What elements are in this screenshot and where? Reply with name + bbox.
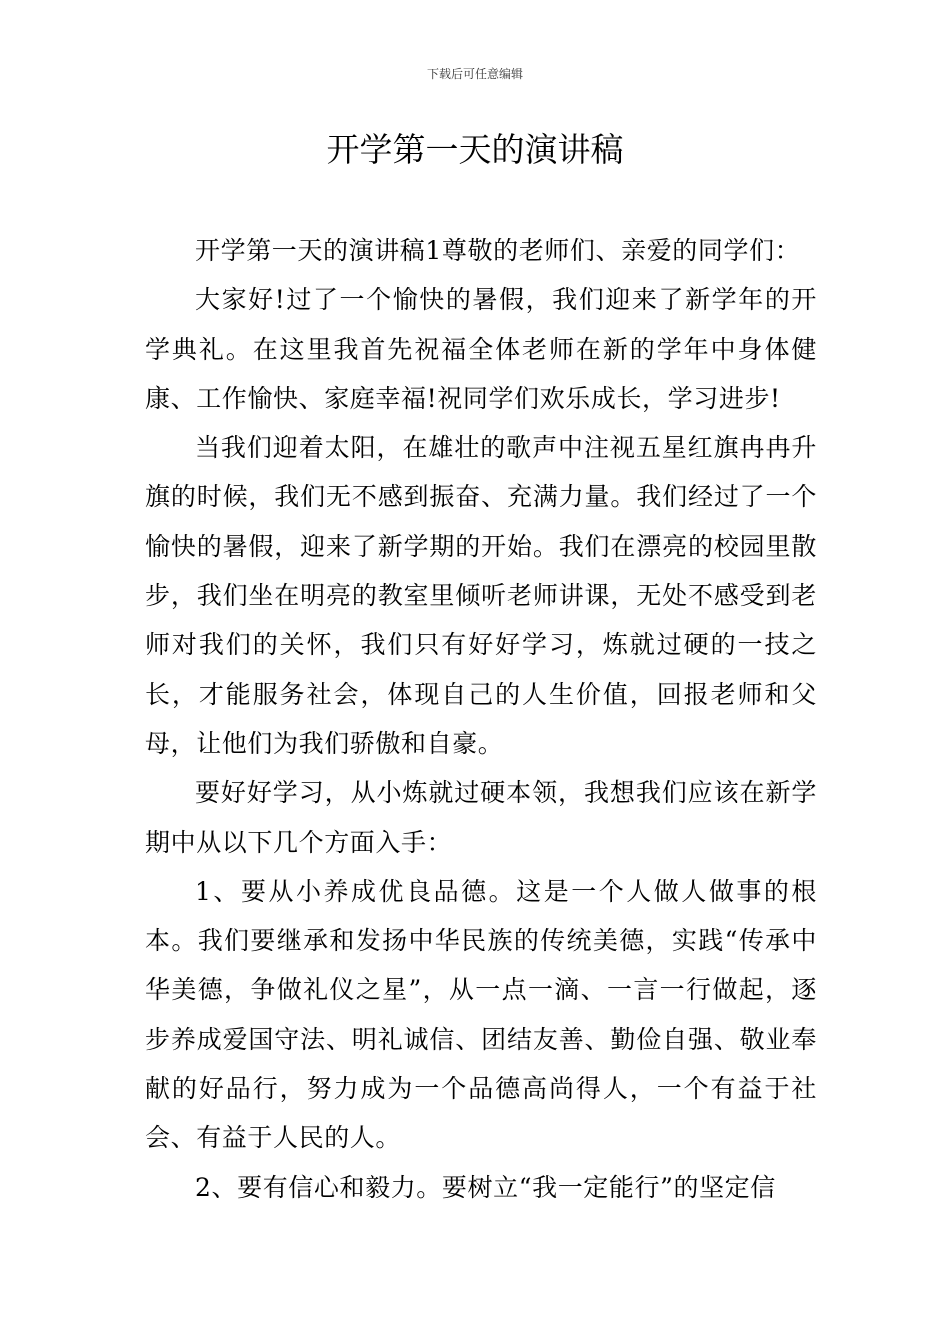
paragraph-flag-raising: 当我们迎着太阳，在雄壮的歌声中注视五星红旗冉冉升旗的时候，我们无不感到振奋、充满力量。我们经过了一个愉快的暑假，迎来了新学期的开始。我们在漂亮的校园里散步，我们坐在明亮的教室里倾听老师讲课，无处不感受到老师对我们的关怀，我们只有好好学习，炼就过硬的一技之长，才能服务社会，体现自己的人生价值，回报老师和父母，让他们为我们骄傲和自豪。	[145, 433, 817, 758]
document-title: 开学第一天的演讲稿	[326, 130, 624, 169]
paragraph-greeting: 开学第一天的演讲稿1尊敬的老师们、亲爱的同学们：	[195, 236, 801, 265]
document-body	[145, 226, 817, 1212]
paragraph-opening: 大家好!过了一个愉快的暑假，我们迎来了新学年的开学典礼。在这里我首先祝福全体老师在新的学年中身体健康、工作愉快、家庭幸福!祝同学们欢乐成长，学习进步!	[145, 285, 817, 413]
paragraph-study-intro: 要好好学习，从小炼就过硬本领，我想我们应该在新学期中从以下几个方面入手：	[145, 778, 817, 857]
paragraph-point-1: 1、要从小养成优良品德。这是一个人做人做事的根本。我们要继承和发扬中华民族的传统美德，实践“传承中华美德，争做礼仪之星”，从一点一滴、一言一行做起，逐步养成爱国守法、明礼诚信、团结友善、勤俭自强、敬业奉献的好品行，努力成为一个品德高尚得人，一个有益于社会、有益于人民的人。	[145, 876, 817, 1153]
header-note: 下载后可任意编辑	[426, 67, 523, 81]
paragraph-point-2: 2、要有信心和毅力。要树立“我一定能行”的坚定信	[195, 1172, 776, 1202]
